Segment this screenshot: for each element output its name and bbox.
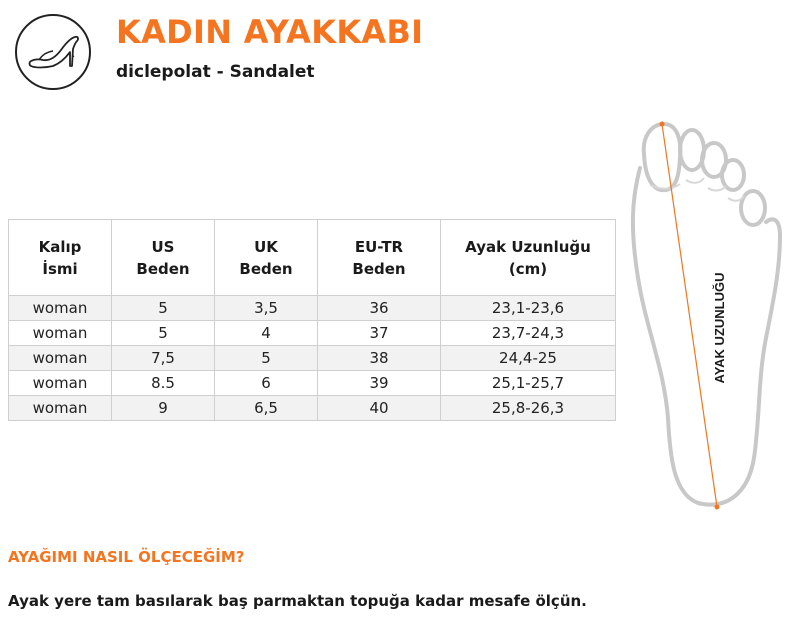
cell-foot-length: 23,1-23,6: [441, 296, 616, 321]
logo-badge: [15, 14, 91, 90]
table-header-row: [9, 220, 616, 296]
big-toe-outline: [644, 124, 681, 190]
cell-eu-tr: 38: [318, 346, 441, 371]
cell-us: 8.5: [112, 371, 215, 396]
cell-eu-tr: 40: [318, 396, 441, 421]
cell-foot-length: 23,7-24,3: [441, 321, 616, 346]
header-kalip-ismi: Kalıp İsmi: [9, 220, 112, 296]
cell-uk: 6: [215, 371, 318, 396]
cell-uk: 4: [215, 321, 318, 346]
page-title: KADIN AYAKKABI: [116, 13, 424, 51]
table-row: [9, 296, 616, 321]
cell-uk: 5: [215, 346, 318, 371]
header-eu-tr-beden: EU-TR Beden: [318, 220, 441, 296]
howto-instruction: Ayak yere tam basılarak baş parmaktan topuğa kadar mesafe ölçün.: [8, 592, 587, 610]
cell-kalip: woman: [9, 346, 112, 371]
header-us-beden: US Beden: [112, 220, 215, 296]
cell-foot-length: 25,8-26,3: [441, 396, 616, 421]
cell-eu-tr: 37: [318, 321, 441, 346]
cell-us: 5: [112, 321, 215, 346]
cell-kalip: woman: [9, 296, 112, 321]
sole-outline: [633, 168, 780, 505]
foot-outline-icon: [630, 118, 790, 518]
howto-heading: AYAĞIMI NASIL ÖLÇECEĞİM?: [8, 548, 245, 566]
table-row: [9, 346, 616, 371]
cell-us: 9: [112, 396, 215, 421]
header-uk-beden: UK Beden: [215, 220, 318, 296]
cell-kalip: woman: [9, 396, 112, 421]
toe-outline: [741, 191, 765, 225]
cell-foot-length: 24,4-25: [441, 346, 616, 371]
page-subtitle: diclepolat - Sandalet: [116, 62, 315, 82]
cell-kalip: woman: [9, 321, 112, 346]
cell-eu-tr: 39: [318, 371, 441, 396]
cell-uk: 3,5: [215, 296, 318, 321]
measure-point-top: [660, 122, 665, 127]
cell-us: 7,5: [112, 346, 215, 371]
cell-uk: 6,5: [215, 396, 318, 421]
table-row: [9, 371, 616, 396]
header-ayak-uzunlugu: Ayak Uzunluğu (cm): [441, 220, 616, 296]
cell-foot-length: 25,1-25,7: [441, 371, 616, 396]
table-row: [9, 321, 616, 346]
size-chart-table: [8, 219, 616, 421]
measure-point-bottom: [715, 505, 720, 510]
cell-kalip: woman: [9, 371, 112, 396]
high-heel-shoe-icon: [25, 30, 81, 74]
cell-eu-tr: 36: [318, 296, 441, 321]
foot-length-label: AYAK UZUNLUĞU: [712, 272, 727, 384]
table-row: [9, 396, 616, 421]
cell-us: 5: [112, 296, 215, 321]
